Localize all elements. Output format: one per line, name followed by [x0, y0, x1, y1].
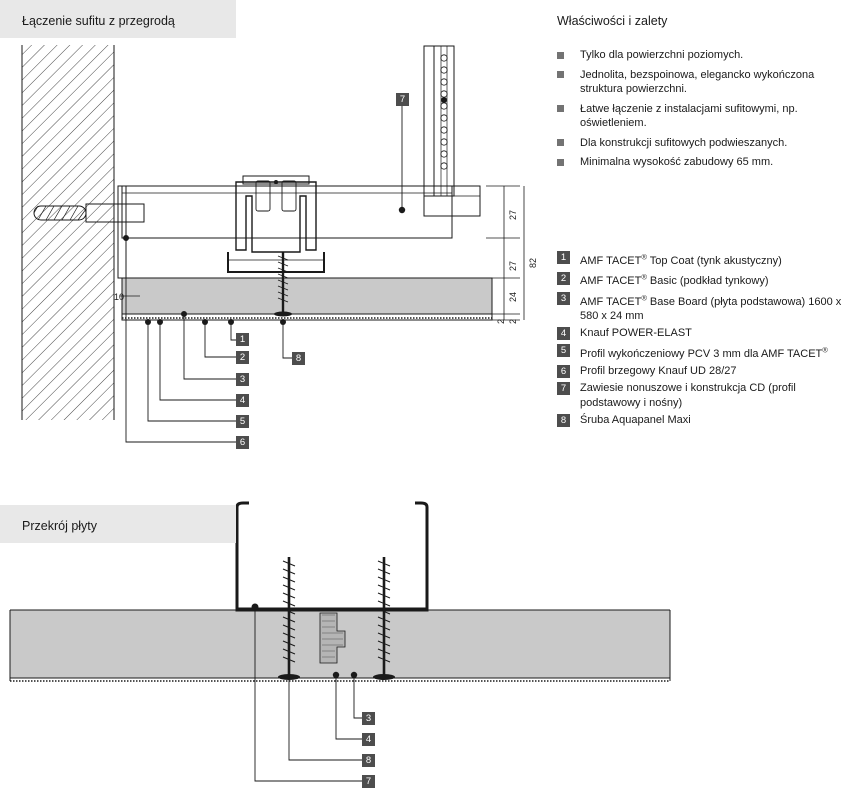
legend-number: 5 — [557, 344, 570, 357]
legend-item-5 — [557, 343, 842, 361]
cd-profile-bracket — [228, 176, 324, 272]
legend-number: 3 — [557, 292, 570, 305]
legend-item-7 — [557, 381, 842, 410]
dimension-total-82: 82 — [528, 257, 538, 268]
tag-7-top: 7 — [396, 93, 409, 106]
bottom-section-title: Przekrój płyty — [22, 519, 98, 533]
legend-item-1 — [557, 250, 842, 268]
legend-text: AMF TACET® Basic (podkład tynkowy) — [580, 272, 769, 288]
legend-text: AMF TACET® Top Coat (tynk akustyczny) — [580, 252, 782, 267]
legend-text: Knauf POWER-ELAST — [580, 327, 692, 340]
cd-profile-section — [237, 503, 427, 611]
square-bullet-icon — [557, 159, 564, 166]
tag-7-bottom: 7 — [362, 775, 375, 788]
tag-3-top: 3 — [236, 373, 249, 386]
tag-4-top: 4 — [236, 394, 249, 407]
ceiling-wall-junction-drawing — [0, 0, 540, 470]
feature-text: Minimalna wysokość zabudowy 65 mm. — [580, 156, 774, 168]
legend-item-4 — [557, 326, 842, 341]
tag-3-bottom: 3 — [362, 712, 375, 725]
right-info-column — [548, 0, 842, 470]
legend-text: AMF TACET® Base Board (płyta podstawowa) 1600 x 580 x 24 mm — [580, 293, 842, 323]
dimension-27-upper: 27 — [508, 209, 518, 220]
feature-item — [557, 68, 842, 97]
dimension-24: 24 — [508, 291, 518, 302]
square-bullet-icon — [557, 71, 564, 78]
legend-item-2 — [557, 271, 842, 289]
feature-item — [557, 48, 842, 63]
tag-8-top: 8 — [292, 352, 305, 365]
board-cross-section-drawing — [0, 495, 700, 795]
legend-number: 4 — [557, 327, 570, 340]
feature-text: Dla konstrukcji sufitowych podwieszanych. — [580, 136, 788, 149]
square-bullet-icon — [557, 52, 564, 59]
legend-text: Profil brzegowy Knauf UD 28/27 — [580, 365, 737, 378]
legend-text: Profil wykończeniowy PCV 3 mm dla AMF TACET® — [580, 345, 828, 361]
legend-text: Zawiesie nonuszowe i konstrukcja CD (profil podstawowy i nośny) — [580, 382, 796, 409]
square-bullet-icon — [557, 105, 564, 112]
legend-number: 2 — [557, 272, 570, 285]
feature-item — [557, 155, 842, 170]
features-title: Właściwości i zalety — [557, 14, 668, 28]
tag-8-bottom: 8 — [362, 754, 375, 767]
feature-item — [557, 136, 842, 151]
legend-item-3 — [557, 291, 842, 324]
tag-1-top: 1 — [236, 333, 249, 346]
legend-item-6 — [557, 364, 842, 379]
feature-text: Tylko dla powierzchni poziomych. — [580, 49, 744, 61]
legend-list — [557, 250, 842, 430]
legend-text: Śruba Aquapanel Maxi — [580, 413, 691, 426]
feature-item — [557, 102, 842, 131]
top-section-title: Łączenie sufitu z przegrodą — [22, 14, 175, 28]
legend-number: 1 — [557, 251, 570, 264]
dimension-2b: 2 — [496, 318, 506, 324]
dimension-left-10: 10 — [114, 292, 125, 302]
base-board — [122, 278, 492, 320]
feature-text: Jednolita, bezspoinowa, elegancko wykończona struktura powierzchni. — [580, 68, 815, 95]
top-drawing-canvas — [0, 0, 540, 470]
dimension-2a: 2 — [508, 318, 518, 324]
dimension-27-lower: 27 — [508, 260, 518, 271]
tag-6-top: 6 — [236, 436, 249, 449]
tag-5-top: 5 — [236, 415, 249, 428]
square-bullet-icon — [557, 139, 564, 146]
wall-hatch — [22, 45, 114, 420]
legend-number: 7 — [557, 382, 570, 395]
tag-4-bottom: 4 — [362, 733, 375, 746]
tag-2-top: 2 — [236, 351, 249, 364]
legend-item-8 — [557, 413, 842, 428]
feature-text: Łatwe łączenie z instalacjami sufitowymi, np. oświetleniem. — [580, 102, 798, 129]
legend-number: 8 — [557, 414, 570, 427]
legend-number: 6 — [557, 365, 570, 378]
features-list — [557, 48, 842, 175]
